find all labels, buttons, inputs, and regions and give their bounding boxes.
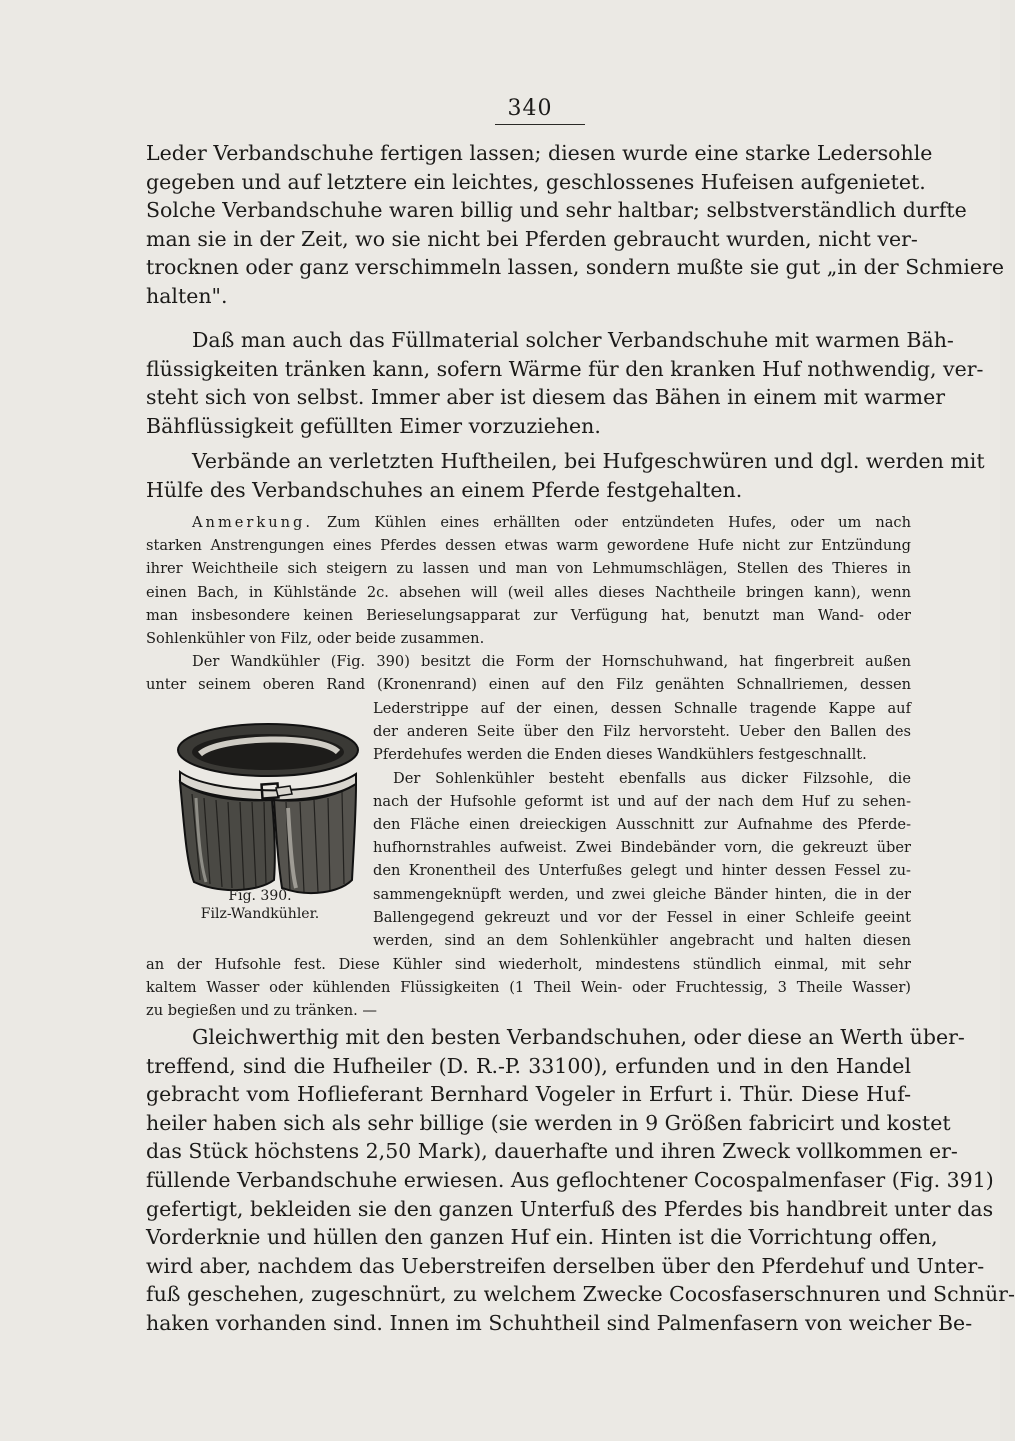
text-line: unter seinem oberen Rand (Kronenrand) einen auf den Filz genähten Schnallriemen, dessen bbox=[146, 676, 911, 694]
note-block-end bbox=[146, 953, 911, 1023]
text-line: Lederstrippe auf der einen, dessen Schnalle tragende Kappe auf bbox=[373, 700, 911, 717]
text-line: der anderen Seite über den Filz hervorsteht. Ueber den Ballen des bbox=[373, 723, 911, 741]
text-line: ihrer Weichtheile sich steigern zu lassen und man von Lehmumschlägen, Stellen des Thieres in bbox=[146, 560, 911, 578]
text-line: steht sich von selbst. Immer aber ist diesem das Bähen in einem mit warmer bbox=[146, 385, 946, 410]
text-line: gefertigt, bekleiden sie den ganzen Unterfuß des Pferdes bis handbreit unter das bbox=[146, 1196, 994, 1221]
text-line: Ballengegend gekreuzt und vor der Fessel in einer Schleife geeint bbox=[373, 908, 911, 926]
text-line: nach der Hufsohle geformt ist und auf der nach dem Huf zu sehen- bbox=[373, 792, 911, 810]
text-line: flüssigkeiten tränken kann, sofern Wärme für den kranken Huf nothwendig, ver- bbox=[146, 356, 984, 381]
text-line: den Kronentheil des Unterfußes gelegt und hinter dessen Fessel zu- bbox=[373, 862, 911, 880]
text-line: Gleichwerthig mit den besten Verbandschuhen, oder diese an Werth über- bbox=[192, 1025, 965, 1049]
note-label: Anmerkung. bbox=[192, 514, 314, 531]
text-line: heiler haben sich als sehr billige (sie werden in 9 Größen fabricirt und kostet bbox=[146, 1110, 951, 1135]
felt-wall-cooler-drawing bbox=[170, 712, 365, 902]
paragraph-2 bbox=[146, 326, 984, 440]
text-line: Vorderknie und hüllen den ganzen Huf ein. Hinten ist die Vorrichtung offen, bbox=[146, 1225, 938, 1250]
text-line: hufhornstrahles aufweist. Zwei Bindebänder vorn, die gekreuzt über bbox=[373, 839, 911, 857]
page-number-rule bbox=[495, 124, 585, 125]
text-line: einen Bach, in Kühlstände 2c. absehen will (weil alles dieses Nachtheile bringen kann), wenn bbox=[146, 583, 911, 601]
text-line: das Stück höchstens 2,50 Mark), dauerhafte und ihren Zweck vollkommen er- bbox=[146, 1139, 958, 1164]
page-number: 340 bbox=[507, 96, 553, 121]
text-line: halten". bbox=[146, 283, 228, 308]
text-line: Sohlenkühler von Filz, oder beide zusammen. bbox=[146, 630, 485, 648]
text-line: treffend, sind die Hufheiler (D. R.-P. 33100), erfunden und in den Handel bbox=[146, 1053, 911, 1078]
text-line: man insbesondere keinen Berieselungsapparat zur Verfügung hat, benutzt man Wand- oder bbox=[146, 606, 911, 624]
paragraph-1 bbox=[146, 139, 1004, 311]
text-line: Der Sohlenkühler besteht ebenfalls aus dicker Filzsohle, die bbox=[393, 769, 911, 787]
text-line: wird aber, nachdem das Ueberstreifen derselben über den Pferdehuf und Unter- bbox=[146, 1253, 985, 1278]
text-line: Verbände an verletzten Huftheilen, bei Hufgeschwüren und dgl. werden mit bbox=[192, 449, 985, 473]
text-line: Daß man auch das Füllmaterial solcher Verbandschuhe mit warmen Bäh- bbox=[192, 328, 954, 352]
text-line: zu begießen und zu tränken. — bbox=[146, 1002, 377, 1020]
text-line: Bähflüssigkeit gefüllten Eimer vorzuziehen. bbox=[146, 413, 601, 438]
text-line: kaltem Wasser oder kühlenden Flüssigkeiten (1 Theil Wein- oder Fruchtessig, 3 Theile Wasser) bbox=[146, 979, 911, 997]
text-line: trocknen oder ganz verschimmeln lassen, sondern mußte sie gut „in der Schmiere bbox=[146, 255, 1004, 280]
figure-390-caption-title: Filz-Wandkühler. bbox=[200, 906, 320, 922]
text-line: man sie in der Zeit, wo sie nicht bei Pferden gebraucht wurden, nicht ver- bbox=[146, 226, 918, 251]
text-line: haken vorhanden sind. Innen im Schuhtheil sind Palmenfasern von weicher Be- bbox=[146, 1310, 973, 1335]
paragraph-4 bbox=[146, 1023, 1015, 1338]
text-line: starken Anstrengungen eines Pferdes dessen etwas warm gewordene Hufe nicht zur Entzündung bbox=[146, 537, 911, 555]
text-line: Hülfe des Verbandschuhes an einem Pferde festgehalten. bbox=[146, 477, 743, 502]
text-line: sammengeknüpft werden, und zwei gleiche Bänder hinten, die in der bbox=[373, 885, 911, 903]
figure-390-illustration bbox=[170, 712, 365, 902]
paragraph-3 bbox=[146, 447, 985, 504]
text-line: werden, sind an dem Sohlenkühler angebracht und halten diesen bbox=[373, 932, 911, 950]
text-line: Pferdehufes werden die Enden dieses Wandkühlers festgeschnallt. bbox=[373, 746, 867, 764]
note-block bbox=[146, 511, 911, 697]
text-line: füllende Verbandschuhe erwiesen. Aus geflochtener Cocospalmenfaser (Fig. 391) bbox=[146, 1167, 994, 1192]
text-line: Solche Verbandschuhe waren billig und sehr haltbar; selbstverständlich durfte bbox=[146, 198, 967, 223]
text-line: Leder Verbandschuhe fertigen lassen; diesen wurde eine starke Ledersohle bbox=[146, 141, 933, 165]
text-line: den Fläche einen dreieckigen Ausschnitt zur Aufnahme des Pferde- bbox=[373, 816, 911, 834]
figure-390-caption-number: Fig. 390. bbox=[228, 888, 292, 904]
note-wrap-text bbox=[373, 697, 911, 952]
text-line: fuß geschehen, zugeschnürt, zu welchem Zwecke Cocosfaserschnuren und Schnür- bbox=[146, 1282, 1015, 1307]
text-line: gegeben und auf letztere ein leichtes, geschlossenes Hufeisen aufgenietet. bbox=[146, 169, 926, 194]
text-line: an der Hufsohle fest. Diese Kühler sind wiederholt, mindestens stündlich einmal, mit sehr bbox=[146, 956, 911, 973]
text-line: Der Wandkühler (Fig. 390) besitzt die Form der Hornschuhwand, hat fingerbreit außen bbox=[192, 653, 911, 671]
text-line: gebracht vom Hoflieferant Bernhard Vogeler in Erfurt i. Thür. Diese Huf- bbox=[146, 1082, 911, 1107]
note-first-line: Anmerkung. Zum Kühlen eines erhällten oder entzündeten Hufes, oder um nach bbox=[192, 514, 912, 531]
